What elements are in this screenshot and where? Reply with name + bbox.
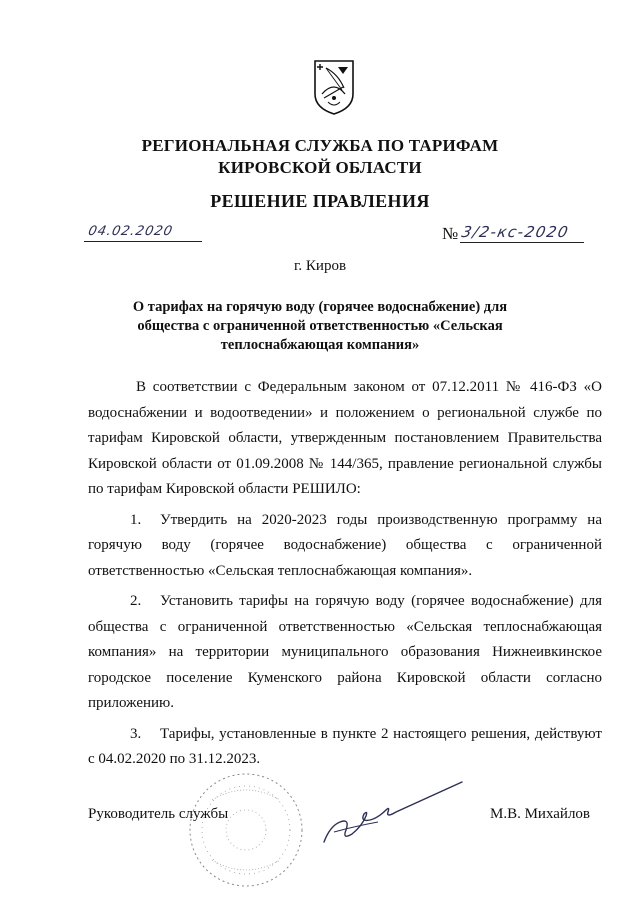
item-number: 3. (130, 725, 142, 742)
number-sign: № (442, 224, 459, 243)
preamble-paragraph: В соответствии с Федеральным законом от 07.12.2011 № 416-ФЗ «О водоснабжении и водоотведении» и положением о региональной службе по тарифам Кировской области, утвержденным постановлением Правительства Кировской области от 01.09.2008 № 144/365, правление региональной службы по тарифам Кировской области РЕШИЛО: (88, 379, 602, 497)
signatory-title: Руководитель службы (88, 806, 229, 822)
decision-item-2 (88, 589, 602, 717)
item-number: 1. (130, 511, 142, 528)
document-subject: О тарифах на горячую воду (горячее водоснабжение) для общества с ограниченной ответственностью «Сельская теплоснабжающая компания» (132, 299, 508, 353)
item-number: 2. (130, 593, 142, 609)
item-text: Установить тарифы на горячую воду (горячее водоснабжение) для общества с ограниченной ответственностью «Сельская теплоснабжающая компания» на территории муниципального образования Нижнеивкинское городское поселение Куменского района Кировской области согласно приложению. (88, 593, 602, 711)
handwritten-signature-icon (316, 776, 466, 848)
signatory-name: М.В. Михайлов (490, 806, 591, 822)
document-type-heading: РЕШЕНИЕ ПРАВЛЕНИЯ (210, 191, 430, 211)
handwritten-date: 04.02.2020 (86, 224, 175, 239)
kirov-oblast-coat-of-arms-icon (312, 58, 356, 116)
document-body (88, 375, 602, 778)
org-name-line-1: РЕГИОНАЛЬНАЯ СЛУЖБА ПО ТАРИФАМ (141, 136, 499, 155)
org-name-line-2: КИРОВСКОЙ ОБЛАСТИ (218, 158, 422, 177)
item-text: Тарифы, установленные в пункте 2 настоящего решения, действуют с 04.02.2020 по 31.12.2023. (88, 725, 602, 767)
city-line: г. Киров (293, 258, 347, 274)
item-text: Утвердить на 2020-2023 годы производственную программу на горячую воду (горячее водоснабжение) общества с ограниченной ответственностью «Сельская теплоснабжающая компания». (88, 511, 602, 579)
official-stamp-icon (182, 760, 310, 900)
number-underline (460, 242, 584, 243)
decision-item-1 (88, 508, 602, 585)
decision-item-3 (88, 722, 602, 773)
handwritten-document-number: 3/2-кс-2020 (460, 223, 571, 241)
date-underline (84, 241, 202, 242)
